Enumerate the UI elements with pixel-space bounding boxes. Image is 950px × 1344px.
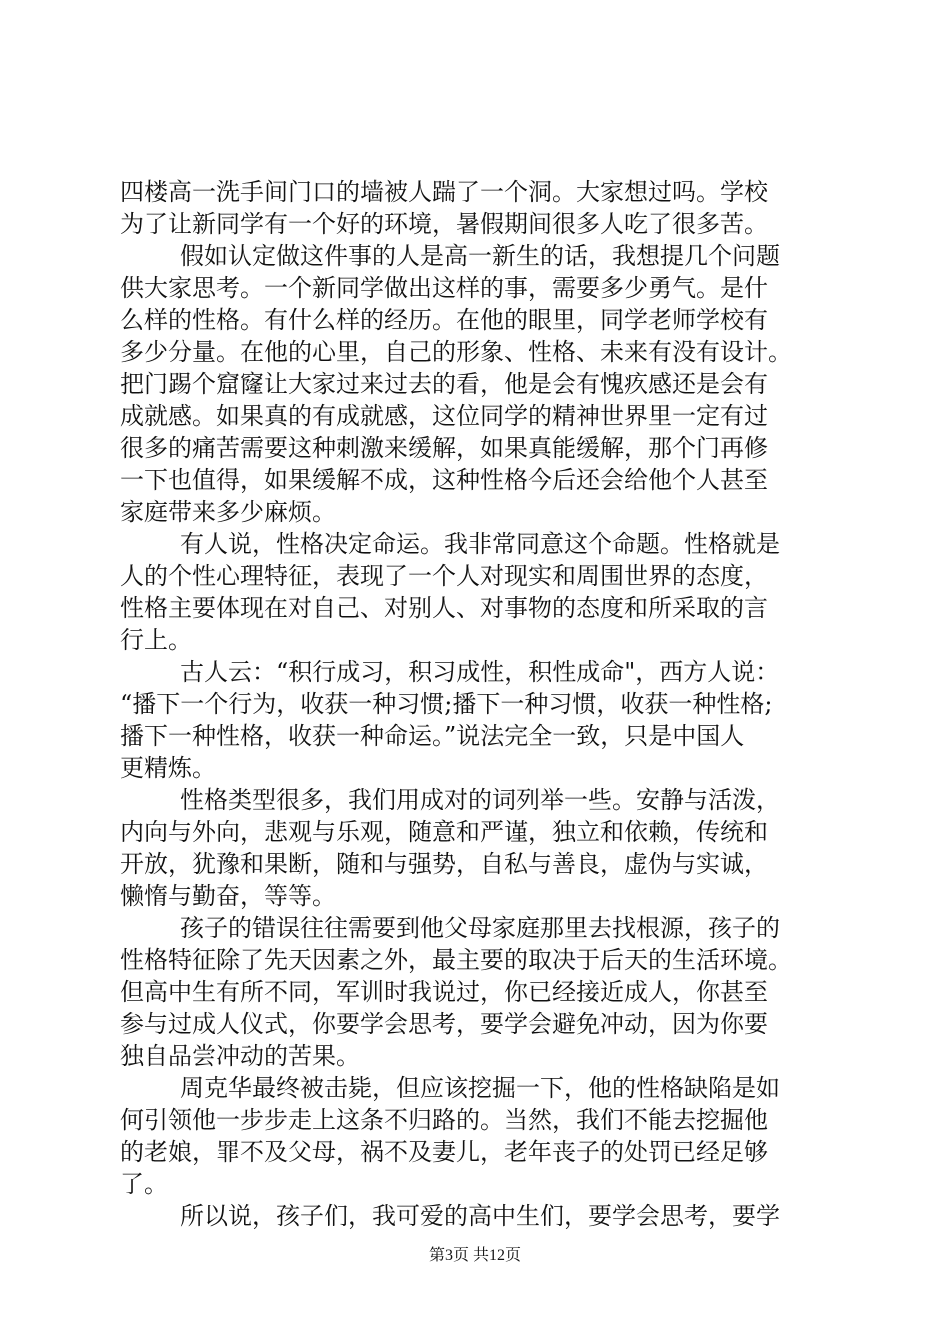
text-line: 行上。 — [120, 626, 192, 654]
text-line: 了。 — [120, 1170, 168, 1198]
text-line: 播下一种性格，收获一种命运。”说法完全一致，只是中国人 — [120, 722, 745, 750]
text-line: 参与过成人仪式，你要学会思考，要学会避免冲动，因为你要 — [120, 1010, 768, 1038]
text-line: 的老娘，罪不及父母，祸不及妻儿，老年丧子的处罚已经足够 — [120, 1138, 768, 1166]
text-line: 但高中生有所不同，军训时我说过，你已经接近成人，你甚至 — [120, 978, 768, 1006]
text-line: 何引领他一步步走上这条不归路的。当然，我们不能去挖掘他 — [120, 1106, 768, 1134]
text-line: 四楼高一洗手间门口的墙被人踹了一个洞。大家想过吗。学校 — [120, 178, 768, 206]
text-line: 供大家思考。一个新同学做出这样的事，需要多少勇气。是什 — [120, 274, 768, 302]
text-line: 成就感。如果真的有成就感，这位同学的精神世界里一定有过 — [120, 402, 768, 430]
text-line: 独自品尝冲动的苦果。 — [120, 1042, 360, 1070]
text-line: 古人云：“积行成习，积习成性，积性成命"，西方人说： — [180, 658, 780, 686]
text-line: 开放，犹豫和果断，随和与强势，自私与善良，虚伪与实诚， — [120, 850, 768, 878]
text-line: 性格类型很多，我们用成对的词列举一些。安静与活泼， — [180, 786, 780, 814]
text-line: 性格特征除了先天因素之外，最主要的取决于后天的生活环境。 — [120, 946, 792, 974]
body-text — [120, 176, 842, 1232]
text-line: “播下一个行为，收获一种习惯;播下一种习惯，收获一种性格; — [120, 690, 773, 718]
text-line: 内向与外向，悲观与乐观，随意和严谨，独立和依赖，传统和 — [120, 818, 768, 846]
text-line: 懒惰与勤奋，等等。 — [120, 882, 336, 910]
text-line: 人的个性心理特征，表现了一个人对现实和周围世界的态度， — [120, 562, 768, 590]
text-line: 很多的痛苦需要这种刺激来缓解，如果真能缓解，那个门再修 — [120, 434, 768, 462]
text-line: 假如认定做这件事的人是高一新生的话，我想提几个问题 — [180, 242, 780, 270]
text-line: 么样的性格。有什么样的经历。在他的眼里，同学老师学校有 — [120, 306, 768, 334]
text-line: 为了让新同学有一个好的环境，暑假期间很多人吃了很多苦。 — [120, 210, 768, 238]
page-number-footer: 第3页 共12页 — [428, 1247, 521, 1264]
text-line: 更精炼。 — [120, 754, 216, 782]
text-line: 周克华最终被击毙，但应该挖掘一下，他的性格缺陷是如 — [180, 1074, 780, 1102]
text-line: 性格主要体现在对自己、对别人、对事物的态度和所采取的言 — [120, 594, 768, 622]
text-line: 有人说，性格决定命运。我非常同意这个命题。性格就是 — [180, 530, 780, 558]
text-line: 孩子的错误往往需要到他父母家庭那里去找根源，孩子的 — [180, 914, 780, 942]
text-line: 多少分量。在他的心里，自己的形象、性格、未来有没有设计。 — [120, 338, 792, 366]
text-line: 所以说，孩子们，我可爱的高中生们，要学会思考，要学 — [180, 1202, 780, 1230]
text-line: 一下也值得，如果缓解不成，这种性格今后还会给他个人甚至 — [120, 466, 768, 494]
text-line: 把门踢个窟窿让大家过来过去的看，他是会有愧疚感还是会有 — [120, 370, 768, 398]
text-line: 家庭带来多少麻烦。 — [120, 498, 336, 526]
